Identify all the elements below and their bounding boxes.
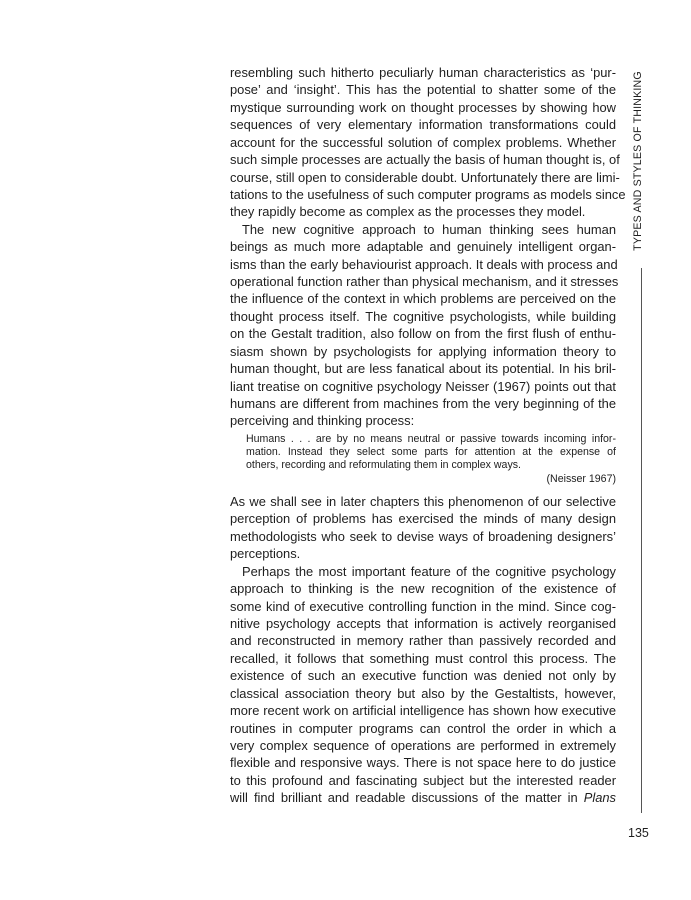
text-line: recalled, it follows that something must control this process. The [230, 650, 616, 666]
text-line: the influence of the context in which problems are perceived on the [230, 291, 616, 307]
quote-line: others, recording and reformulating them in complex ways. [246, 459, 521, 472]
text-line: resembling such hitherto peculiarly human characteristics as ‘pur- [230, 65, 616, 80]
text-line: they rapidly become as complex as the processes they model. [230, 204, 586, 220]
text-line: beings as much more adaptable and genuinely intelligent organ- [230, 239, 616, 255]
text-line: operational function rather than physical mechanism, and it stresses [230, 274, 619, 290]
text-line: and reconstructed in memory rather than passively recorded and [230, 633, 616, 649]
text-line: more recent work on artificial intelligence has shown how executive [230, 703, 616, 719]
text-line: thought process itself. The cognitive psychologists, while building [230, 308, 616, 324]
text-line: As we shall see in later chapters this phenomenon of our selective [230, 494, 616, 510]
page-number: 135 [628, 826, 649, 840]
text-line: perception of problems has exercised the minds of many design [230, 511, 616, 527]
paragraph-1 [230, 64, 626, 221]
text-line: routines in computer programs can control the order in which a [230, 720, 616, 736]
running-head-text: TYPES AND STYLES OF THINKING [632, 71, 644, 251]
text-line: The new cognitive approach to human thinking sees human [242, 221, 616, 237]
text-line: approach to thinking is the new recognition of the existence of [230, 581, 616, 597]
text-line: such simple processes are actually the basis of human thought is, of [230, 152, 620, 168]
text-line: account for the successful solution of complex problems. Whether [230, 134, 616, 150]
text-line: human thought, but are less fanatical about its potential. In his bril- [230, 361, 616, 377]
text-line: some kind of executive controlling function in the mind. Since cog- [230, 598, 616, 614]
text-line: tations to the usefulness of such computer programs as models since [230, 186, 626, 202]
body-text [230, 64, 626, 807]
text-line: on the Gestalt tradition, also follow on from the first flush of enthu- [230, 326, 616, 342]
quote-citation: (Neisser 1967) [546, 472, 616, 485]
paragraph-4 [230, 563, 616, 807]
text-line: siasm shown by psychologists for applying information theory to [230, 343, 616, 359]
quote-line: Humans . . . are by no means neutral or passive towards incoming infor- [246, 432, 616, 445]
text-line: classical association theory but also by the Gestaltists, however, [230, 685, 616, 701]
running-head [628, 68, 648, 254]
text-line: course, still open to considerable doubt. Unfortunately there are limi- [230, 169, 620, 185]
margin-rule [641, 268, 642, 813]
text-line: pose’ and ‘insight’. This has the potential to shatter some of the [230, 82, 616, 98]
text-line: sequences of very elementary information transformations could [230, 117, 616, 133]
text-line: flexible and responsive ways. There is not space here to do justice [230, 755, 616, 771]
text-line: very complex sequence of operations are performed in extremely [230, 737, 616, 753]
block-quote [246, 433, 616, 486]
text-line: liant treatise on cognitive psychology Neisser (1967) points out that [230, 378, 616, 394]
text-line: Perhaps the most important feature of the cognitive psychology [242, 563, 616, 579]
quote-line: mation. Instead they select some parts for attention at the expense of [246, 446, 616, 459]
text-line-final [230, 789, 616, 806]
text-line: isms than the early behaviourist approach. It deals with process and [230, 256, 618, 272]
text-line: to this profound and fascinating subject but the interested reader [230, 772, 616, 788]
paragraph-3 [230, 493, 616, 563]
text-line: perceptions. [230, 546, 301, 562]
paragraph-2 [230, 221, 619, 430]
italic-title: Plans [583, 790, 616, 806]
text-line: mystique surrounding work on thought processes by showing how [230, 99, 616, 115]
text-line: perceiving and thinking process: [230, 413, 415, 429]
text-line-final-main: will find brilliant and readable discussions of the matter in [230, 790, 578, 806]
text-line: existence of such an executive function was denied not only by [230, 668, 616, 684]
text-line: nitive psychology accepts that information is actively reorganised [230, 616, 616, 631]
text-line: methodologists who seek to devise ways of broadening designers’ [230, 528, 616, 544]
text-line: humans are different from machines from the very beginning of the [230, 396, 616, 412]
